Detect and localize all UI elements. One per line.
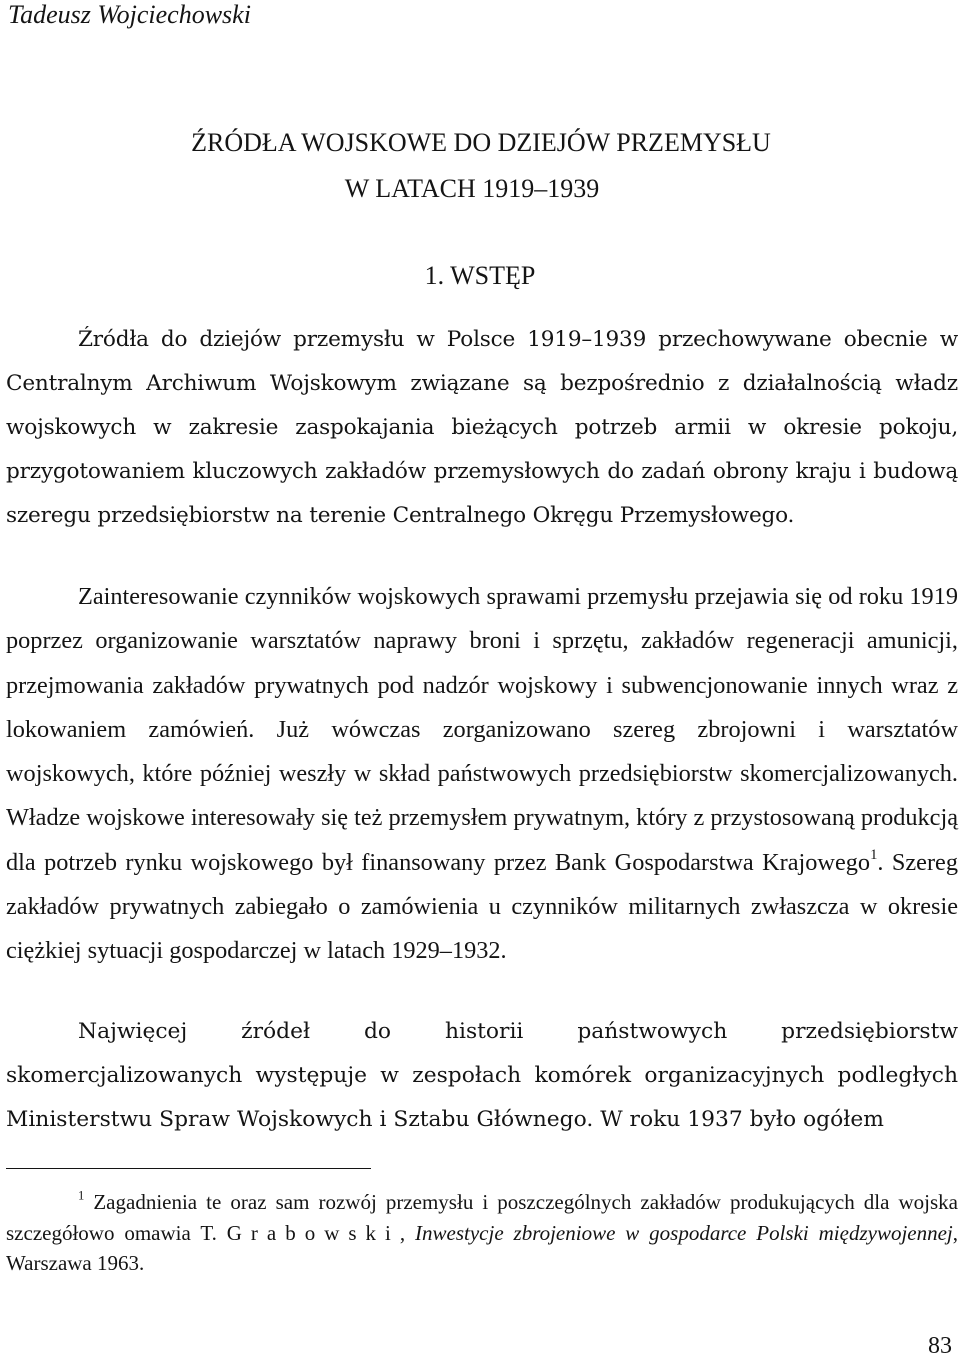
footnote-number: 1 [78, 1188, 85, 1203]
paragraph-1: Źródła do dziejów przemysłu w Polsce 1919–1939 przechowywane obecnie w Centralnym Archiwum Wojskowym związane są bezpośrednio z działalnością władz wojskowych w zakresie zaspokajania bieżących potrzeb armii w okresie pokoju, przygotowaniem kluczowych zakładów przemysłowych do zadań obrony kraju i budową szeregu przedsiębiorstw na terenie Centralnego Okręgu Przemysłowego. [6, 327, 958, 528]
footnote [6, 1187, 958, 1279]
footnote-cited-author: Grabowski [226, 1220, 400, 1245]
article-title-line-2: W LATACH 1919–1939 [344, 174, 600, 203]
article-title-line-1: ŹRÓDŁA WOJSKOWE DO DZIEJÓW PRZEMYSŁU [191, 128, 771, 157]
section-heading: 1. WSTĘP [424, 261, 536, 290]
footnote-book-title: Inwestycje zbrojeniowe w gospodarce Polski międzywojennej [415, 1220, 953, 1245]
footnote-reference[interactable]: 1 [870, 846, 878, 863]
author-name: Tadeusz Wojciechowski [8, 0, 251, 29]
page-number: 83 [928, 1333, 952, 1359]
footnote-text-b: , [399, 1220, 416, 1245]
paragraph-3: Najwięcej źródeł do historii państwowych przedsiębiorstw skomercjalizowanych występuje w zespołach komórek organizacyjnych podległych Ministerstwu Spraw Wojskowych i Sztabu Głównego. W roku 1937 było ogółem [6, 1019, 958, 1132]
footnote-text-a: Zagadnienia te oraz sam rozwój przemysłu i poszczególnych zakładów produkujących dla wojska szczegółowo omawia T. [6, 1190, 958, 1245]
paragraph-2 [6, 575, 958, 974]
paragraph-2-text-a: Zainteresowanie czynników wojskowych sprawami przemysłu przejawia się od roku 1919 poprzez organizowanie warsztatów naprawy broni i sprzętu, zakładów regeneracji amunicji, przejmowania zakładów prywatnych pod nadzór wojskowy i subwencjonowanie innych wraz z lokowaniem zamówień. Już wówczas zorganizowano szereg zbrojowni i warsztatów wojskowych, które później weszły w skład państwowych przedsiębiorstw skomercjalizowanych. Władze wojskowe interesowały się też przemysłem prywatnym, który z przystosowaną produkcją dla potrzeb rynku wojskowego był finansowany przez Bank Gospodarstwa Krajowego [6, 583, 959, 876]
footnote-text-c: , Warszawa 1963. [6, 1220, 959, 1275]
paragraph-2-text-b: . Szereg zakładów prywatnych zabiegało o zamówienia u czynników militarnych zwłaszcza w okresie ciężkiej sytuacji gospodarczej w latach 1929–1932. [6, 848, 958, 965]
footnote-separator [6, 1168, 371, 1169]
